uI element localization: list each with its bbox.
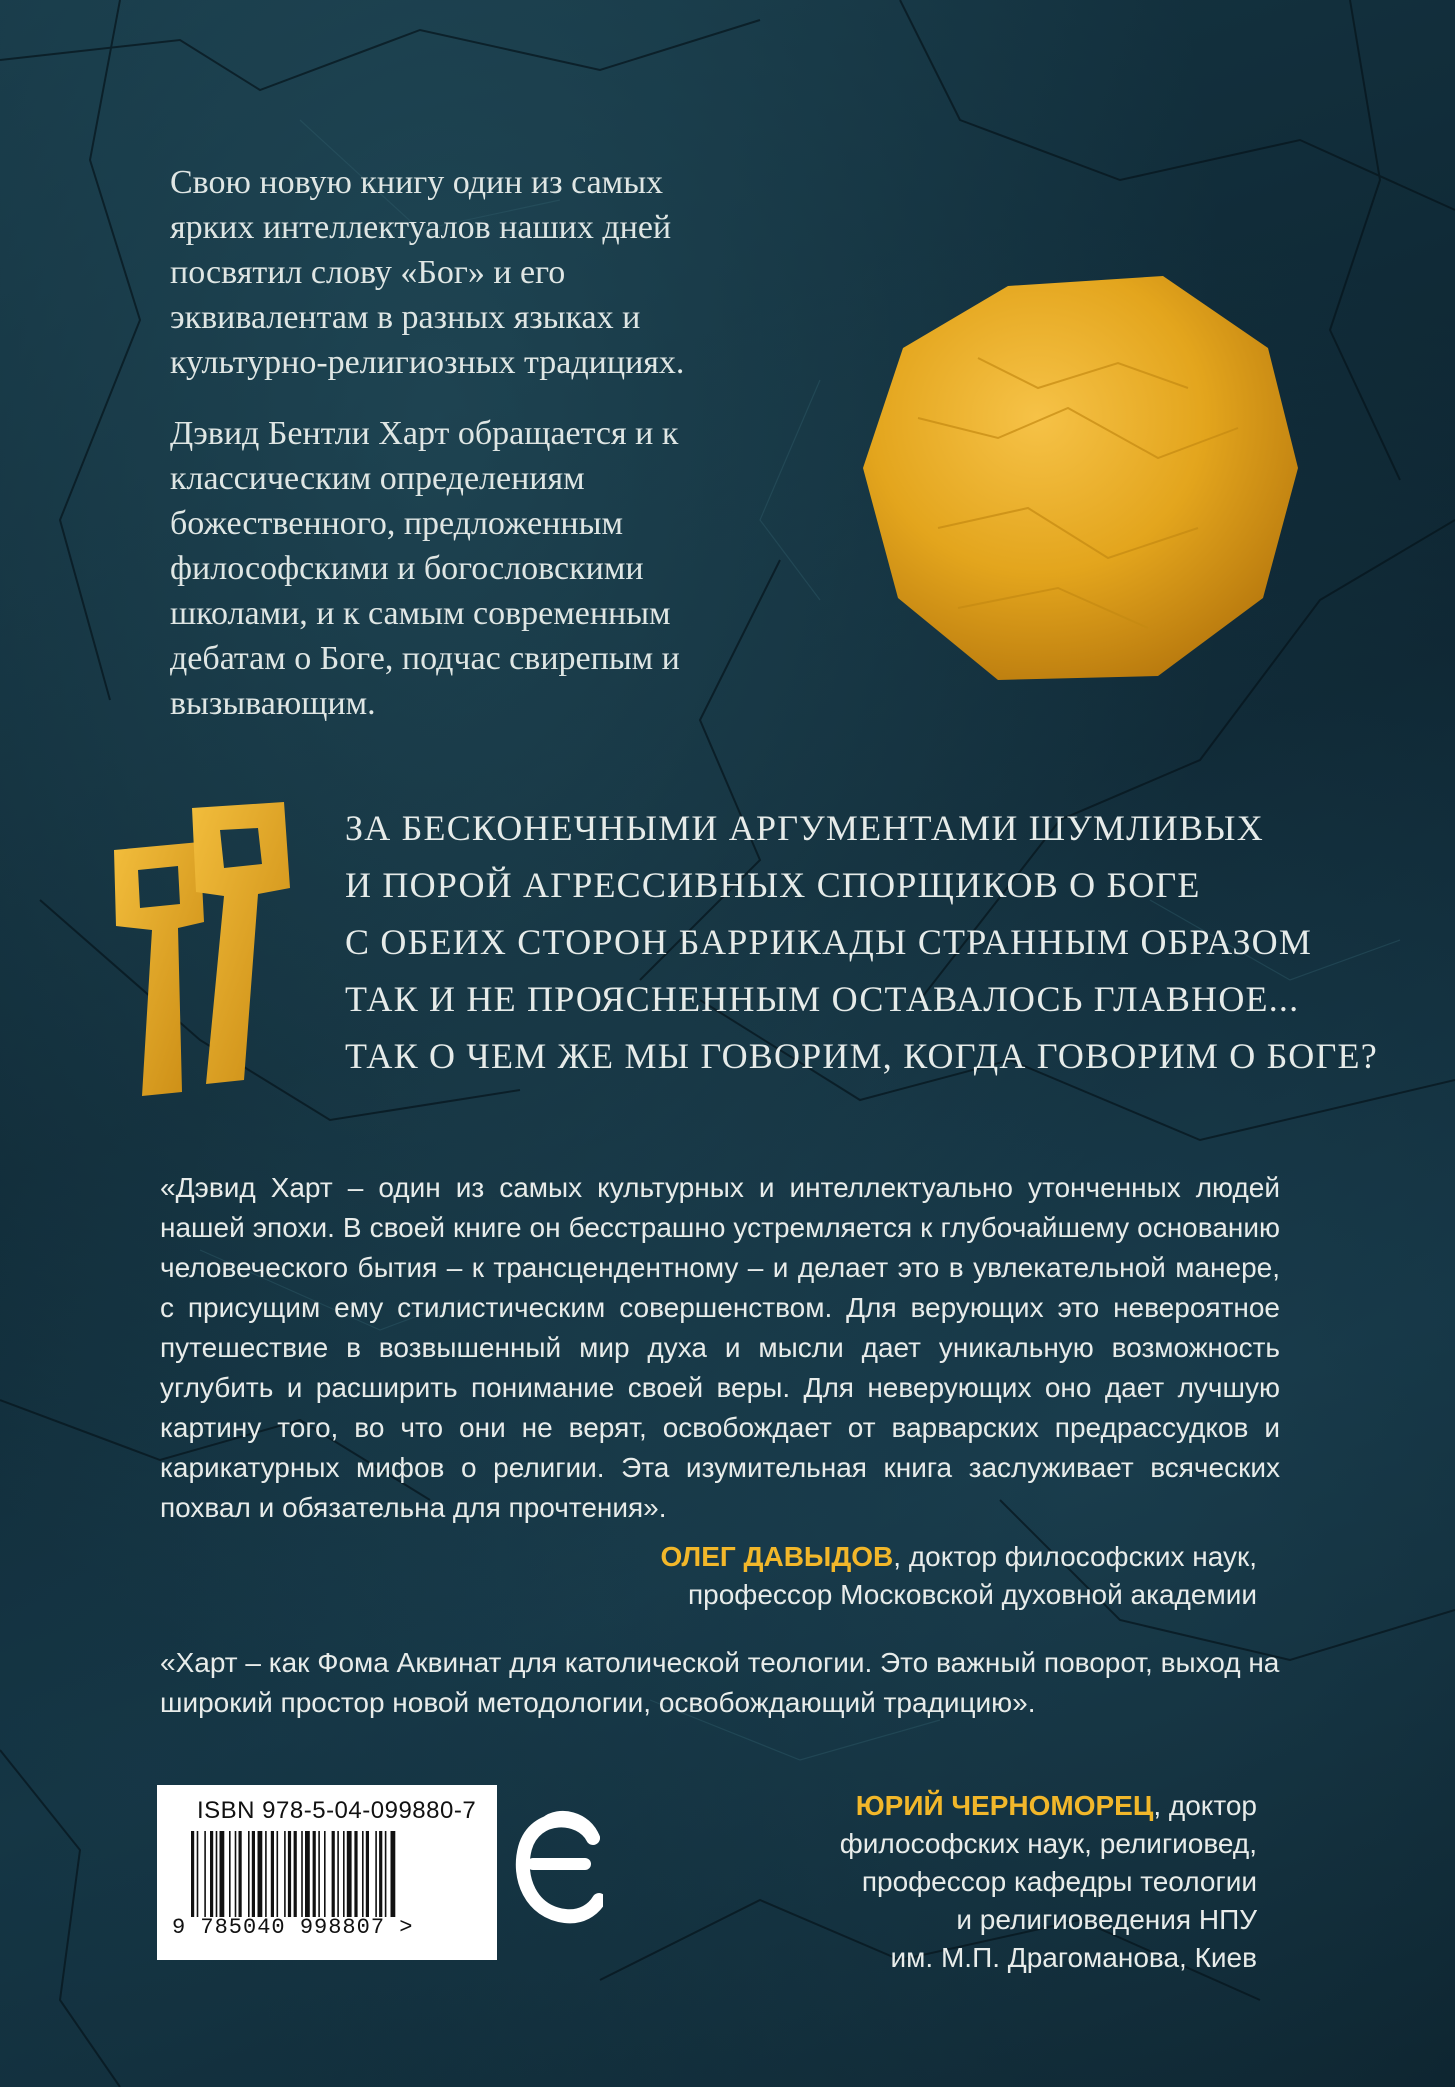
reviewer-title-line: философских наук, религиовед, <box>839 1828 1257 1859</box>
isbn-label: ISBN 978-5-04-099880-7 <box>197 1797 477 1824</box>
reviewer-name-2: ЮРИЙ ЧЕРНОМОРЕЦ <box>855 1790 1154 1821</box>
review-attribution-2 <box>840 1787 1257 1977</box>
intro-paragraph-2: Дэвид Бентли Харт обращается и к классическим определениям божественного, предложенным философскими и богословскими школами, и к самым современным дебатам о Боге, подчас свирепым и вызывающим. <box>170 415 680 722</box>
intro-paragraph-1: Свою новую книгу один из самых ярких интеллектуалов наших дней посвятил слову «Бог» и его эквивалентам в разных языках и культурно-религиозных традициях. <box>170 164 685 381</box>
reviewer-title-line: , доктор философских наук, <box>893 1541 1257 1572</box>
reviewer-title-line: и религиоведения НПУ <box>956 1904 1257 1935</box>
glyph-icon <box>108 800 323 1100</box>
reviewer-title-line: , доктор <box>1153 1790 1257 1821</box>
barcode-digits: 9 785040 998807 > <box>172 1915 414 1940</box>
isbn-barcode-box <box>157 1785 497 1960</box>
tagline-line: ТАК И НЕ ПРОЯСНЕННЫМ ОСТАВАЛОСЬ ГЛАВНОЕ... <box>345 979 1300 1019</box>
sun-icon <box>858 268 1308 688</box>
tagline <box>345 800 1378 1085</box>
tagline-line: С ОБЕИХ СТОРОН БАРРИКАДЫ СТРАННЫМ ОБРАЗОМ <box>345 922 1313 962</box>
tagline-line: ЗА БЕСКОНЕЧНЫМИ АРГУМЕНТАМИ ШУМЛИВЫХ <box>345 808 1264 848</box>
tagline-line: И ПОРОЙ АГРЕССИВНЫХ СПОРЩИКОВ О БОГЕ <box>345 865 1201 905</box>
barcode <box>187 1831 487 1923</box>
review-attribution-1 <box>660 1538 1257 1614</box>
reviewer-name-1: ОЛЕГ ДАВЫДОВ <box>660 1541 894 1572</box>
reviewer-title-line: профессор кафедры теологии <box>861 1866 1257 1897</box>
reviewer-title-line: профессор Московской духовной академии <box>688 1579 1257 1610</box>
publisher-logo-icon <box>515 1808 603 1926</box>
review-quote-2: «Харт – как Фома Аквинат для католической теологии. Это важный поворот, выход на широкий простор новой методологии, освобождающий традицию». <box>160 1647 1280 1718</box>
intro-text <box>170 160 730 752</box>
tagline-line: ТАК О ЧЕМ ЖЕ МЫ ГОВОРИМ, КОГДА ГОВОРИМ О БОГЕ? <box>345 1036 1378 1076</box>
reviewer-title-line: им. М.П. Драгоманова, Киев <box>890 1942 1257 1973</box>
review-quote-1: «Дэвид Харт – один из самых культурных и интеллектуально утонченных людей нашей эпохи. В своей книге он бесстрашно устремляется к глубочайшему основанию человеческого бытия – к трансцендентному – и делает это в увлекательной манере, с присущим ему стилистическим совершенством. Для верующих это невероятное путешествие в возвышенный мир духа и мысли дает уникальную возможность углубить и расширить понимание своей веры. Для неверующих оно дает лучшую картину того, во что они не верят, освобождает от варварских предрассудков и карикатурных мифов о религии. Эта изумительная книга заслуживает всяческих похвал и обязательна для прочтения». <box>160 1172 1280 1523</box>
